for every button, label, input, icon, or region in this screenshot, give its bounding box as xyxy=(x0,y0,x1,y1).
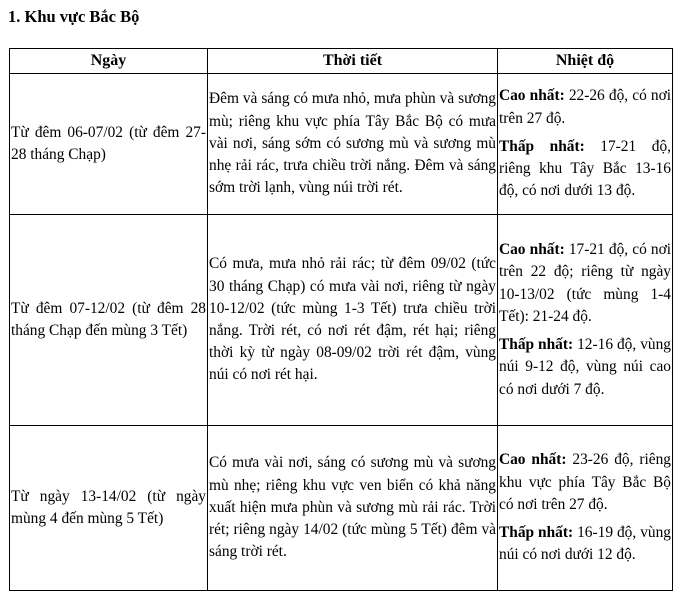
temperature-cell xyxy=(498,74,673,215)
header-row xyxy=(10,49,673,74)
weather-cell: Có mưa vài nơi, sáng có sương mù và sương mù nhẹ; riêng khu vực ven biển có khả năng xuất hiện mưa phùn và sương mù rải rác. Trời rét; riêng ngày 14/02 (tức mùng 5 Tết) đêm và sáng trời rét. xyxy=(208,426,498,591)
low-label: Thấp nhất: xyxy=(499,336,574,354)
low-label: Thấp nhất: xyxy=(499,524,574,542)
column-header-temperature: Nhiệt độ xyxy=(498,49,673,74)
column-header-weather: Thời tiết xyxy=(208,49,498,74)
low-temperature xyxy=(499,136,671,203)
weather-cell: Có mưa, mưa nhỏ rải rác; từ đêm 09/02 (tức 30 tháng Chạp) có mưa vài nơi, riêng từ ngày 10-12/02 (tức mùng 1-3 Tết) trưa chiều trời nắng. Trời rét, có nơi rét đậm, rét hại; riêng thời kỳ từ ngày 08-09/02 trời rét đậm, vùng núi có nơi rét hại. xyxy=(208,215,498,426)
table-row xyxy=(10,215,673,426)
high-label: Cao nhất: xyxy=(499,87,565,105)
low-label: Thấp nhất: xyxy=(499,137,585,155)
low-temperature xyxy=(499,522,671,566)
temperature-cell xyxy=(498,426,673,591)
high-label: Cao nhất: xyxy=(499,451,567,469)
table-row xyxy=(10,426,673,591)
day-cell: Từ đêm 07-12/02 (từ đêm 28 tháng Chạp đến mùng 3 Tết) xyxy=(10,215,208,426)
high-label: Cao nhất: xyxy=(499,241,565,259)
column-header-day: Ngày xyxy=(10,49,208,74)
table-row xyxy=(10,74,673,215)
high-value: 22-26 độ, có nơi trên 27 độ. xyxy=(499,87,671,127)
low-value: 12-16 độ, vùng núi 9-12 độ, vùng núi cao có nơi dưới 7 độ. xyxy=(499,336,671,398)
low-temperature xyxy=(499,334,671,401)
high-value: 23-26 độ, riêng khu vực phía Tây Bắc Bộ có nơi trên 27 độ. xyxy=(499,451,671,513)
day-cell: Từ ngày 13-14/02 (từ ngày mùng 4 đến mùng 5 Tết) xyxy=(10,426,208,591)
day-cell: Từ đêm 06-07/02 (từ đêm 27-28 tháng Chạp) xyxy=(10,74,208,215)
low-value: 16-19 độ, vùng núi có nơi dưới 12 độ. xyxy=(499,524,671,564)
high-temperature xyxy=(499,449,671,516)
section-heading: 1. Khu vực Bắc Bộ xyxy=(8,7,140,26)
forecast-table xyxy=(9,48,673,591)
temperature-cell xyxy=(498,215,673,426)
high-temperature xyxy=(499,239,671,328)
high-temperature xyxy=(499,85,671,129)
low-value: 17-21 độ, riêng khu Tây Bắc 13-16 độ, có nơi dưới 13 độ. xyxy=(499,137,671,200)
high-value: 17-21 độ, có nơi trên 22 độ; riêng từ ngày 10-13/02 (tức mùng 1-4 Tết): 21-24 độ. xyxy=(499,241,671,325)
weather-cell: Đêm và sáng có mưa nhỏ, mưa phùn và sương mù; riêng khu vực phía Tây Bắc Bộ có mưa vài nơi, sáng sớm có sương mù và sương mù nhẹ rải rác, trưa chiều trời nắng. Đêm và sáng sớm trời lạnh, vùng núi trời rét. xyxy=(208,74,498,215)
